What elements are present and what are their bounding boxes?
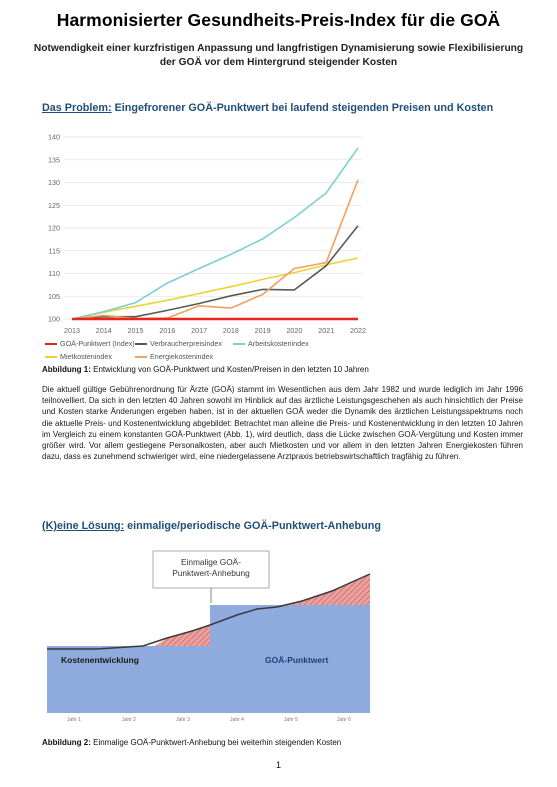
section-heading-text: einmalige/periodische GOÄ-Punktwert-Anhebung [124,520,381,532]
caption-label: Abbildung 1: [42,365,91,374]
y-tick-label: 115 [48,246,60,256]
legend-swatch [45,343,57,346]
y-tick-label: 135 [48,155,60,165]
figure-caption-1 [42,365,369,374]
legend-entry [45,352,112,361]
x-tick-label: 2021 [318,326,335,335]
legend-label: Mietkostenindex [60,352,112,361]
x-tick-label: 2016 [159,326,176,335]
y-tick-label: 105 [48,291,60,301]
legend-swatch [135,343,147,346]
page-number: 1 [275,760,281,770]
page-title: Harmonisierter Gesundheits-Preis-Index für die GOÄ [56,10,501,30]
series-line [72,148,358,319]
x-tick-label: 2015 [127,326,144,335]
x-tick-label: 2018 [222,326,239,335]
y-tick-label: 125 [48,200,60,210]
x-category-label: Jahr 6 [337,717,351,723]
x-tick-label: 2022 [350,326,366,335]
line-chart-index-development [42,125,522,365]
page-subtitle: Notwendigkeit einer kurzfristigen Anpassung und langfristigen Dynamisierung sowie Flexibilisierung der GOÄ vor dem Hintergrund steigender Kosten [33,43,524,68]
section-heading-solution [42,520,381,532]
legend-label: GOÄ-Punktwert (Index) [60,339,135,348]
x-category-label: Jahr 4 [230,717,244,723]
x-tick-label: 2013 [64,326,80,335]
legend-label: Energiekostenindex [150,352,214,361]
area-label: GOÄ-Punktwert [265,655,329,665]
area-chart-one-time-increase [47,545,372,725]
y-tick-label: 110 [48,269,60,278]
y-tick-label: 120 [48,223,60,233]
cost-line-label: Kostenentwicklung [61,655,139,665]
y-tick-label: 140 [48,132,60,142]
x-category-label: Jahr 3 [176,717,190,723]
x-tick-label: 2014 [95,326,112,335]
section-heading-problem [42,102,493,114]
legend-entry [135,339,222,348]
x-category-label: Jahr 2 [122,717,136,723]
section-heading-key: (K)eine Lösung: [42,520,125,532]
legend-swatch [135,356,147,359]
section-heading-text: Eingefrorener GOÄ-Punktwert bei laufend steigenden Preisen und Kosten [111,102,494,114]
legend-swatch [233,343,245,346]
legend-swatch [45,356,57,359]
x-category-label: Jahr 5 [284,717,298,723]
caption-text: Einmalige GOÄ-Punktwert-Anhebung bei weiterhin steigenden Kosten [90,738,342,747]
legend-entry [233,339,309,348]
legend-entry [135,352,213,361]
legend-label: Verbraucherpreisindex [150,339,222,348]
annotation-text: Einmalige GOÄ-Punktwert-Anhebung [172,557,250,578]
body-paragraph: Die aktuell gültige Gebührenordnung für Ärzte (GOÄ) stammt im Wesentlichen aus dem Jahr 1982 und wurde lediglich im Jahr 1996 teilnovelliert. Da sich in den letzten 40 Jahren sowohl im Hinblick auf das ärztliche Leistungsgeschehen als auch hinsichtlich der Preise und Kosten starke Änderungen ergeben haben, ist in der aktuellen GOÄ weder die Dynamik des ärztlichen Leistungsspektrums noch die aktuelle Preis- und Kostenentwicklung abgebildet: Betrachtet man alleine die Preis- und Kostenentwicklung in den letzten 10 Jahren im Vergleich zu einem konstanten GOÄ-Punktwert (Abb. 1), wird deutlich, dass die Lücke zwischen GOÄ-Vergütung und Kosten immer größer wird. Vor allem gestiegene Personalkosten, aber auch Mietkosten und vor allem in den letzten Jahren Energiekosten führen dazu, dass es zunehmend schwieriger wird, eine niedergelassene Arztpraxis betriebswirtschaftlich tragfähig zu führen. [42,385,523,462]
x-category-label: Jahr 1 [67,717,81,723]
caption-text: Entwicklung von GOÄ-Punktwert und Kosten/Preisen in den letzten 10 Jahren [90,365,369,374]
x-tick-label: 2020 [286,326,303,335]
legend-entry [45,339,135,348]
figure-caption-2 [42,738,341,747]
series-line [72,258,358,319]
x-tick-label: 2017 [191,326,208,335]
series-line [72,226,358,319]
x-tick-label: 2019 [254,326,271,335]
y-tick-label: 130 [48,178,60,187]
caption-label: Abbildung 2: [42,738,91,747]
y-tick-label: 100 [48,314,60,324]
legend-label: Arbeitskostenindex [248,339,309,348]
section-heading-key: Das Problem: [42,102,112,114]
